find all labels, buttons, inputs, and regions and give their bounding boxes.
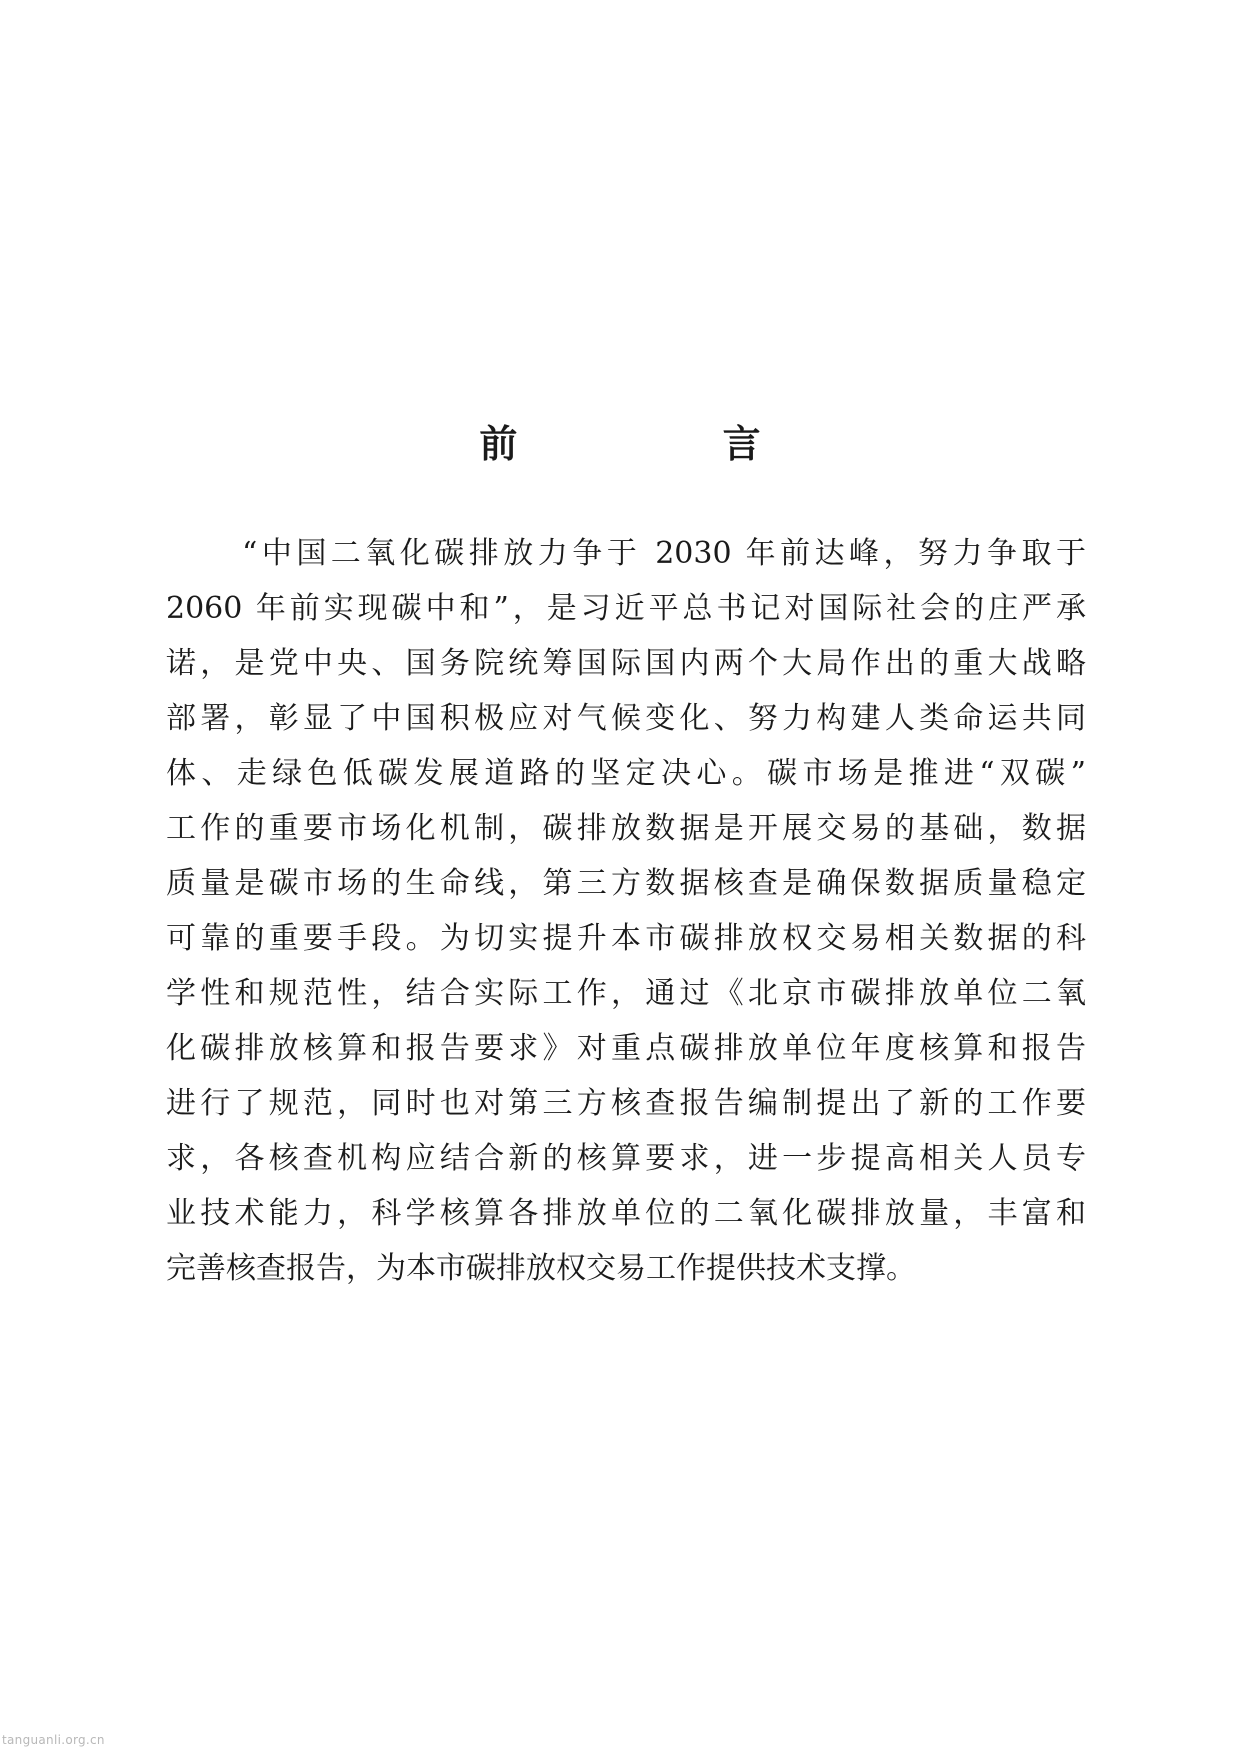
paragraph-line: 进行了规范，同时也对第三方核查报告编制提出了新的工作要 xyxy=(166,1086,1086,1121)
paragraph-line: 部署，彰显了中国积极应对气候变化、努力构建人类命运共同 xyxy=(166,701,1086,736)
paragraph-line: 工作的重要市场化机制，碳排放数据是开展交易的基础，数据 xyxy=(166,811,1086,846)
paragraph-line: 体、走绿色低碳发展道路的坚定决心。碳市场是推进“双碳” xyxy=(166,756,1086,791)
paragraph-line: 完善核查报告，为本市碳排放权交易工作提供技术支撑。 xyxy=(166,1251,916,1286)
paragraph-line: 求，各核查机构应结合新的核算要求，进一步提高相关人员专 xyxy=(166,1141,1086,1176)
watermark: tanguanli.org.cn xyxy=(2,1733,105,1747)
preface-paragraph xyxy=(166,526,1086,1296)
paragraph-line: 2060 年前实现碳中和”，是习近平总书记对国际社会的庄严承 xyxy=(166,591,1086,626)
paragraph-line: “中国二氧化碳排放力争于 2030 年前达峰，努力争取于 xyxy=(242,536,1086,571)
paragraph-line: 诺，是党中央、国务院统筹国际国内两个大局作出的重大战略 xyxy=(166,646,1086,681)
paragraph-line: 学性和规范性，结合实际工作，通过《北京市碳排放单位二氧 xyxy=(166,976,1086,1011)
page-title: 前 言 xyxy=(479,421,857,467)
paragraph-line: 业技术能力，科学核算各排放单位的二氧化碳排放量，丰富和 xyxy=(166,1196,1086,1231)
paragraph-line: 可靠的重要手段。为切实提升本市碳排放权交易相关数据的科 xyxy=(166,921,1086,956)
paragraph-line: 化碳排放核算和报告要求》对重点碳排放单位年度核算和报告 xyxy=(166,1031,1086,1066)
paragraph-line: 质量是碳市场的生命线，第三方数据核查是确保数据质量稳定 xyxy=(166,866,1086,901)
